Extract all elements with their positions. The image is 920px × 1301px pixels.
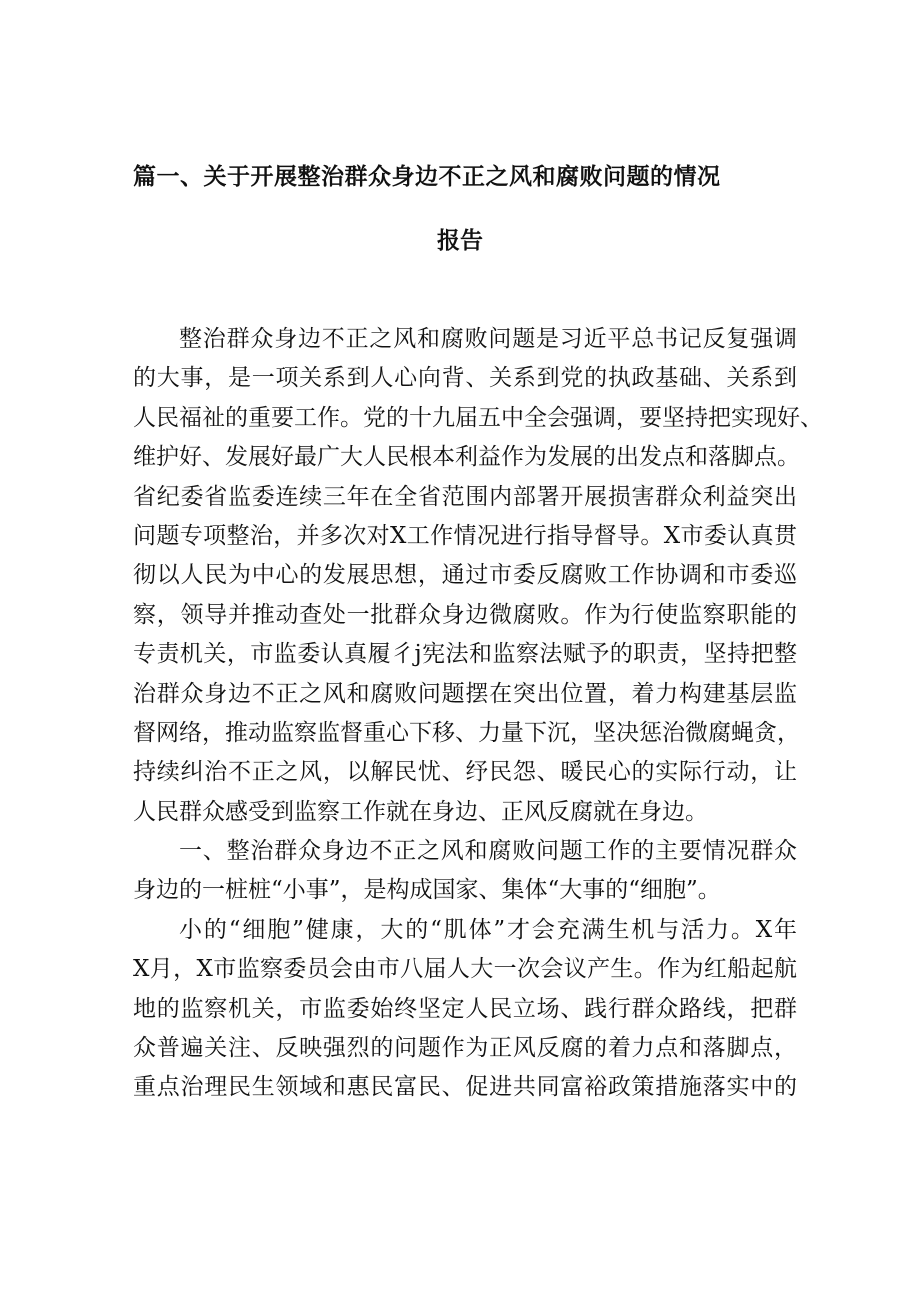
document-body bbox=[133, 320, 823, 1108]
text-line: X月，X市监察委员会由市八届人大一次会议产生。作为红船起航 bbox=[133, 956, 797, 983]
text-line: 身边的一桩桩“小事”，是构成国家、集体“大事的“细胞”。 bbox=[133, 877, 721, 904]
text-line: 整治群众身边不正之风和腐败问题是习近平总书记反复强调 bbox=[179, 326, 797, 352]
text-line: 察，领导并推动查处一批群众身边微腐败。作为行使监察职能的 bbox=[133, 601, 797, 628]
text-line: 彻以人民为中心的发展思想，通过市委反腐败工作协调和市委巡 bbox=[133, 562, 797, 589]
text-line: 问题专项整治，并多次对X工作情况进行指导督导。X市委认真贯 bbox=[133, 522, 797, 549]
text-line: 专责机关，市监委认真履彳j宪法和监察法赋予的职责，坚持把整 bbox=[133, 641, 797, 668]
text-line: 人民福祉的重要工作。党的十九届五中全会强调，要坚持把实现好、 bbox=[133, 404, 823, 431]
text-line: 持续纠治不正之风，以解民忧、纾民怨、暖民心的实际行动，让 bbox=[133, 759, 797, 786]
text-line: 的大事，是一项关系到人心向背、关系到党的执政基础、关系到 bbox=[133, 365, 797, 392]
paragraph-2 bbox=[133, 832, 797, 911]
text-line: 人民群众感受到监察工作就在身边、正风反腐就在身边。 bbox=[133, 798, 708, 825]
text-line: 治群众身边不正之风和腐败问题摆在突出位置，着力构建基层监 bbox=[133, 680, 797, 707]
text-line: 众普遍关注、反映强烈的问题作为正风反腐的着力点和落脚点， bbox=[133, 1035, 797, 1062]
text-line: 一、整治群众身边不正之风和腐败问题工作的主要情况群众 bbox=[179, 838, 797, 865]
text-line: 地的监察机关，市监委始终坚定人民立场、践行群众路线，把群 bbox=[133, 995, 797, 1022]
document-title-line-1: 篇一、关于开展整治群众身边不正之风和腐败问题的情况 bbox=[133, 163, 721, 190]
text-line: 维护好、发展好最广大人民根本利益作为发展的出发点和落脚点。 bbox=[133, 444, 800, 471]
paragraph-1 bbox=[133, 320, 823, 832]
text-line: 省纪委省监委连续三年在全省范围内部署开展损害群众利益突出 bbox=[133, 483, 797, 510]
paragraph-3 bbox=[133, 911, 797, 1108]
document-title-line-2: 报告 bbox=[437, 227, 483, 254]
text-line: 督网络，推动监察监督重心下移、力量下沉，坚决惩治微腐蝇贪， bbox=[133, 719, 800, 746]
text-line: 小的“细胞”健康，大的“肌体”才会充满生机与活力。X年 bbox=[179, 916, 797, 943]
text-line: 重点治理民生领域和惠民富民、促进共同富裕政策措施落实中的 bbox=[133, 1074, 797, 1101]
